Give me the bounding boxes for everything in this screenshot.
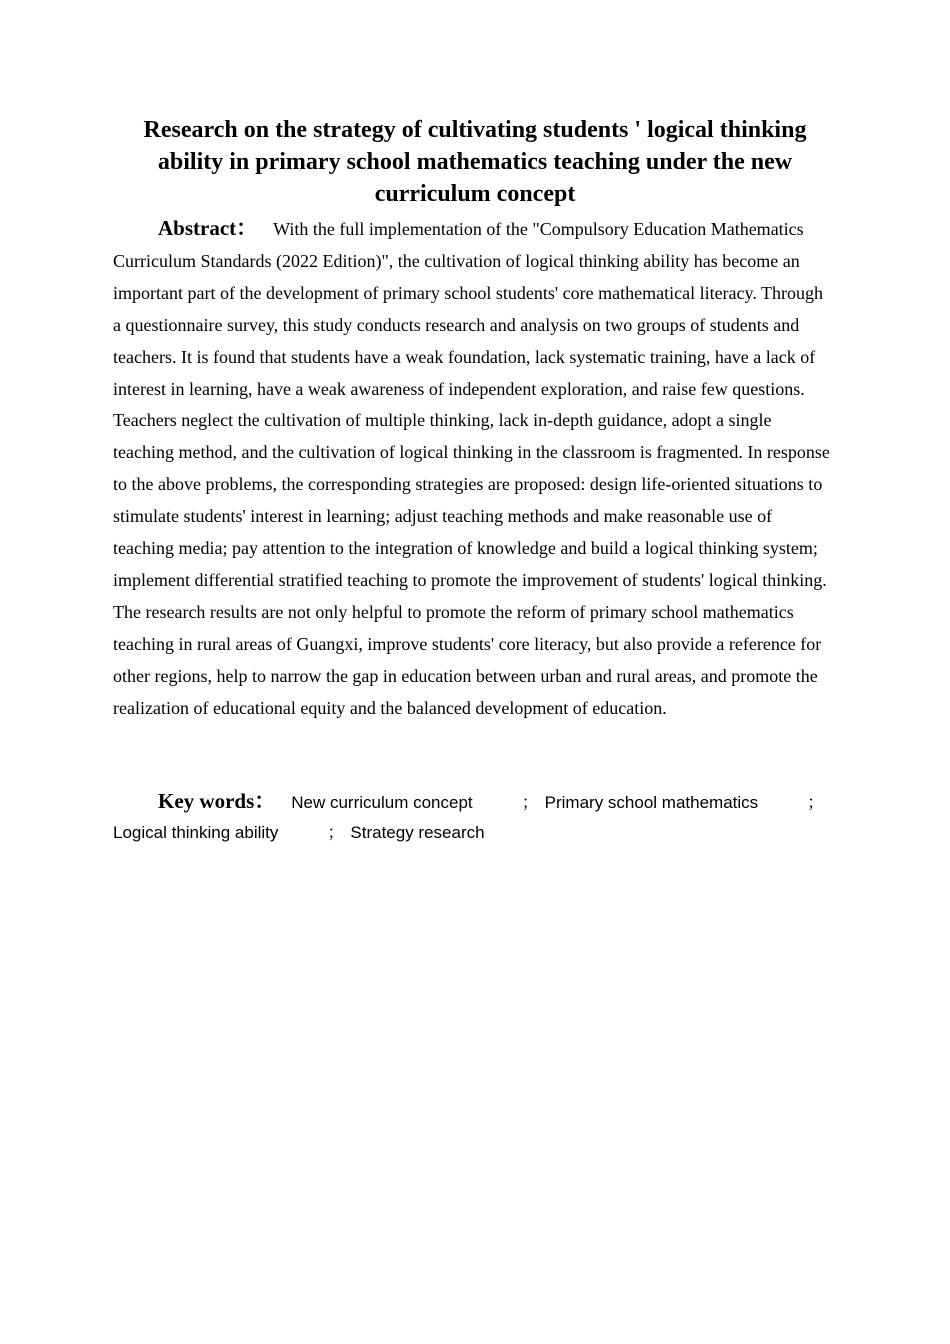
keyword-separator: ；: [521, 793, 539, 812]
keywords-label: Key words：: [158, 789, 276, 813]
abstract-text: With the full implementation of the "Compulsory Education Mathematics Curriculum Standards (2022 Edition)", the cultivation of logical thinking ability has become an important part of the development of primary school students' core mathematical literacy. Through a questionnaire survey, this study conducts research and analysis on two groups of students and teachers. It is found that students have a weak foundation, lack systematic training, have a lack of interest in learning, have a weak awareness of independent exploration, and raise few questions. Teachers neglect the cultivation of multiple thinking, lack in-depth guidance, adopt a single teaching method, and the cultivation of logical thinking in the classroom is fragmented. In response to the above problems, the corresponding strategies are proposed: design life-oriented situations to stimulate students' interest in learning; adjust teaching methods and make reasonable use of teaching media; pay attention to the integration of knowledge and build a logical thinking system; implement differential stratified teaching to promote the improvement of students' logical thinking. The research results are not only helpful to promote the reform of primary school mathematics teaching in rural areas of Guangxi, improve students' core literacy, but also provide a reference for other regions, help to narrow the gap in education between urban and rural areas, and promote the realization of educational equity and the balanced development of education.: [113, 219, 830, 718]
keyword-item: Strategy research: [350, 823, 485, 842]
keyword-item: Primary school mathematics: [544, 793, 759, 812]
abstract-label: Abstract：: [158, 216, 258, 240]
keyword-separator: ；: [327, 823, 345, 842]
abstract-paragraph: [113, 213, 835, 725]
keywords-paragraph: [113, 786, 835, 848]
keyword-separator: ；: [807, 793, 825, 812]
keyword-item: Logical thinking ability: [113, 823, 279, 842]
paper-title: Research on the strategy of cultivating students ' logical thinking ability in primary school mathematics teaching under the new curriculum concept: [143, 117, 807, 207]
keyword-item: New curriculum concept: [291, 793, 473, 812]
